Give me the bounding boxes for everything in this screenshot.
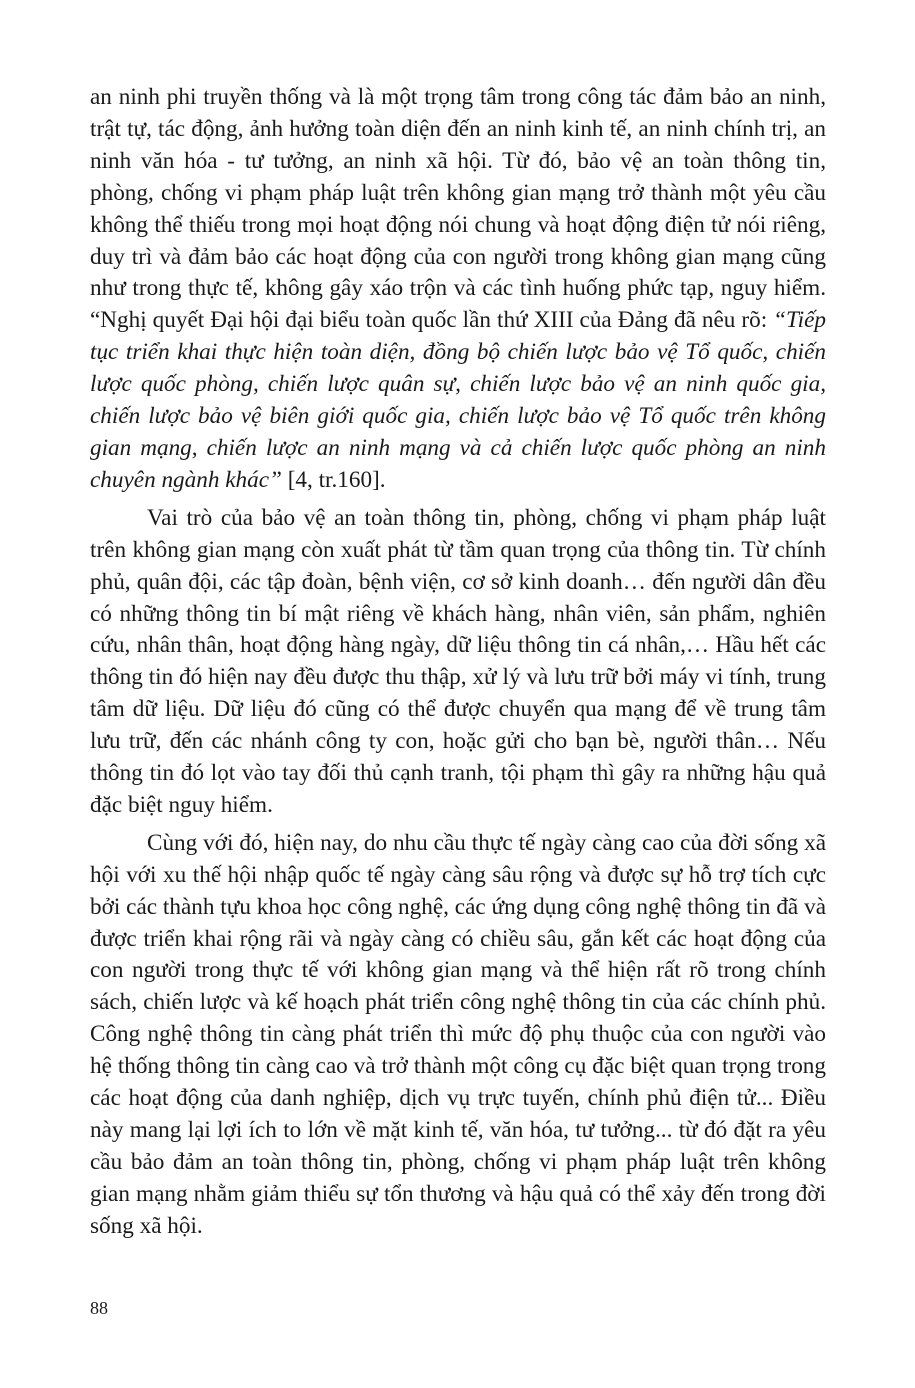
body-text — [90, 82, 826, 1243]
paragraph-3: Cùng với đó, hiện nay, do nhu cầu thực tế ngày càng cao của đời sống xã hội với xu thế hội nhập quốc tế ngày càng sâu rộng và được sự hỗ trợ tích cực bởi các thành tựu khoa học công nghệ, các ứng dụng công nghệ thông tin đã và được triển khai rộng rãi và ngày càng có chiều sâu, gắn kết các hoạt động của con người trong thực tế với không gian mạng và thể hiện rất rõ trong chính sách, chiến lược và kế hoạch phát triển công nghệ thông tin của các chính phủ. Công nghệ thông tin càng phát triển thì mức độ phụ thuộc của con người vào hệ thống thông tin càng cao và trở thành một công cụ đặc biệt quan trọng trong các hoạt động của danh nghiệp, dịch vụ trực tuyến, chính phủ điện tử... Điều này mang lại lợi ích to lớn về mặt kinh tế, văn hóa, tư tưởng... từ đó đặt ra yêu cầu bảo đảm an toàn thông tin, phòng, chống vi phạm pháp luật trên không gian mạng nhằm giảm thiểu sự tổn thương và hậu quả có thể xảy đến trong đời sống xã hội. — [90, 829, 826, 1239]
paragraph-1 — [90, 82, 826, 497]
resolution-quote: “Tiếp tục triển khai thực hiện toàn diện, đồng bộ chiến lược bảo vệ Tổ quốc, chiến lược quốc phòng, chiến lược quân sự, chiến lược bảo vệ an ninh quốc gia, chiến lược bảo vệ biên giới quốc gia, chiến lược bảo vệ Tổ quốc trên không gian mạng, chiến lược an ninh mạng và cả chiến lược quốc phòng an ninh chuyên ngành khác” — [90, 307, 826, 493]
paragraph-2: Vai trò của bảo vệ an toàn thông tin, phòng, chống vi phạm pháp luật trên không gian mạng còn xuất phát từ tầm quan trọng của thông tin. Từ chính phủ, quân đội, các tập đoàn, bệnh viện, cơ sở kinh doanh… đến người dân đều có những thông tin bí mật riêng về khách hàng, nhân viên, sản phẩm, nghiên cứu, nhân thân, hoạt động hàng ngày, dữ liệu thông tin cá nhân,… Hầu hết các thông tin đó hiện nay đều được thu thập, xử lý và lưu trữ bởi máy vi tính, trung tâm dữ liệu. Dữ liệu đó cũng có thể được chuyển qua mạng để về trung tâm lưu trữ, đến các nhánh công ty con, hoặc gửi cho bạn bè, người thân… Nếu thông tin đó lọt vào tay đối thủ cạnh tranh, tội phạm thì gây ra những hậu quả đặc biệt nguy hiểm. — [90, 504, 826, 818]
paragraph-1-text: an ninh phi truyền thống và là một trọng tâm trong công tác đảm bảo an ninh, trật tự, tác động, ảnh hưởng toàn diện đến an ninh kinh tế, an ninh chính trị, an ninh văn hóa - tư tưởng, an ninh xã hội. Từ đó, bảo vệ an toàn thông tin, phòng, chống vi phạm pháp luật trên không gian mạng trở thành một yêu cầu không thể thiếu trong mọi hoạt động nói chung và hoạt động điện tử nói riêng, duy trì và đảm bảo các hoạt động của con người trong không gian mạng cũng như trong thực tế, không gây xáo trộn và các tình huống phức tạp, nguy hiểm. “Nghị quyết Đại hội đại biểu toàn quốc lần thứ XIII của Đảng đã nêu rõ: — [90, 84, 826, 334]
citation: [4, tr.160]. — [281, 466, 386, 493]
page-number: 88 — [90, 1298, 108, 1318]
